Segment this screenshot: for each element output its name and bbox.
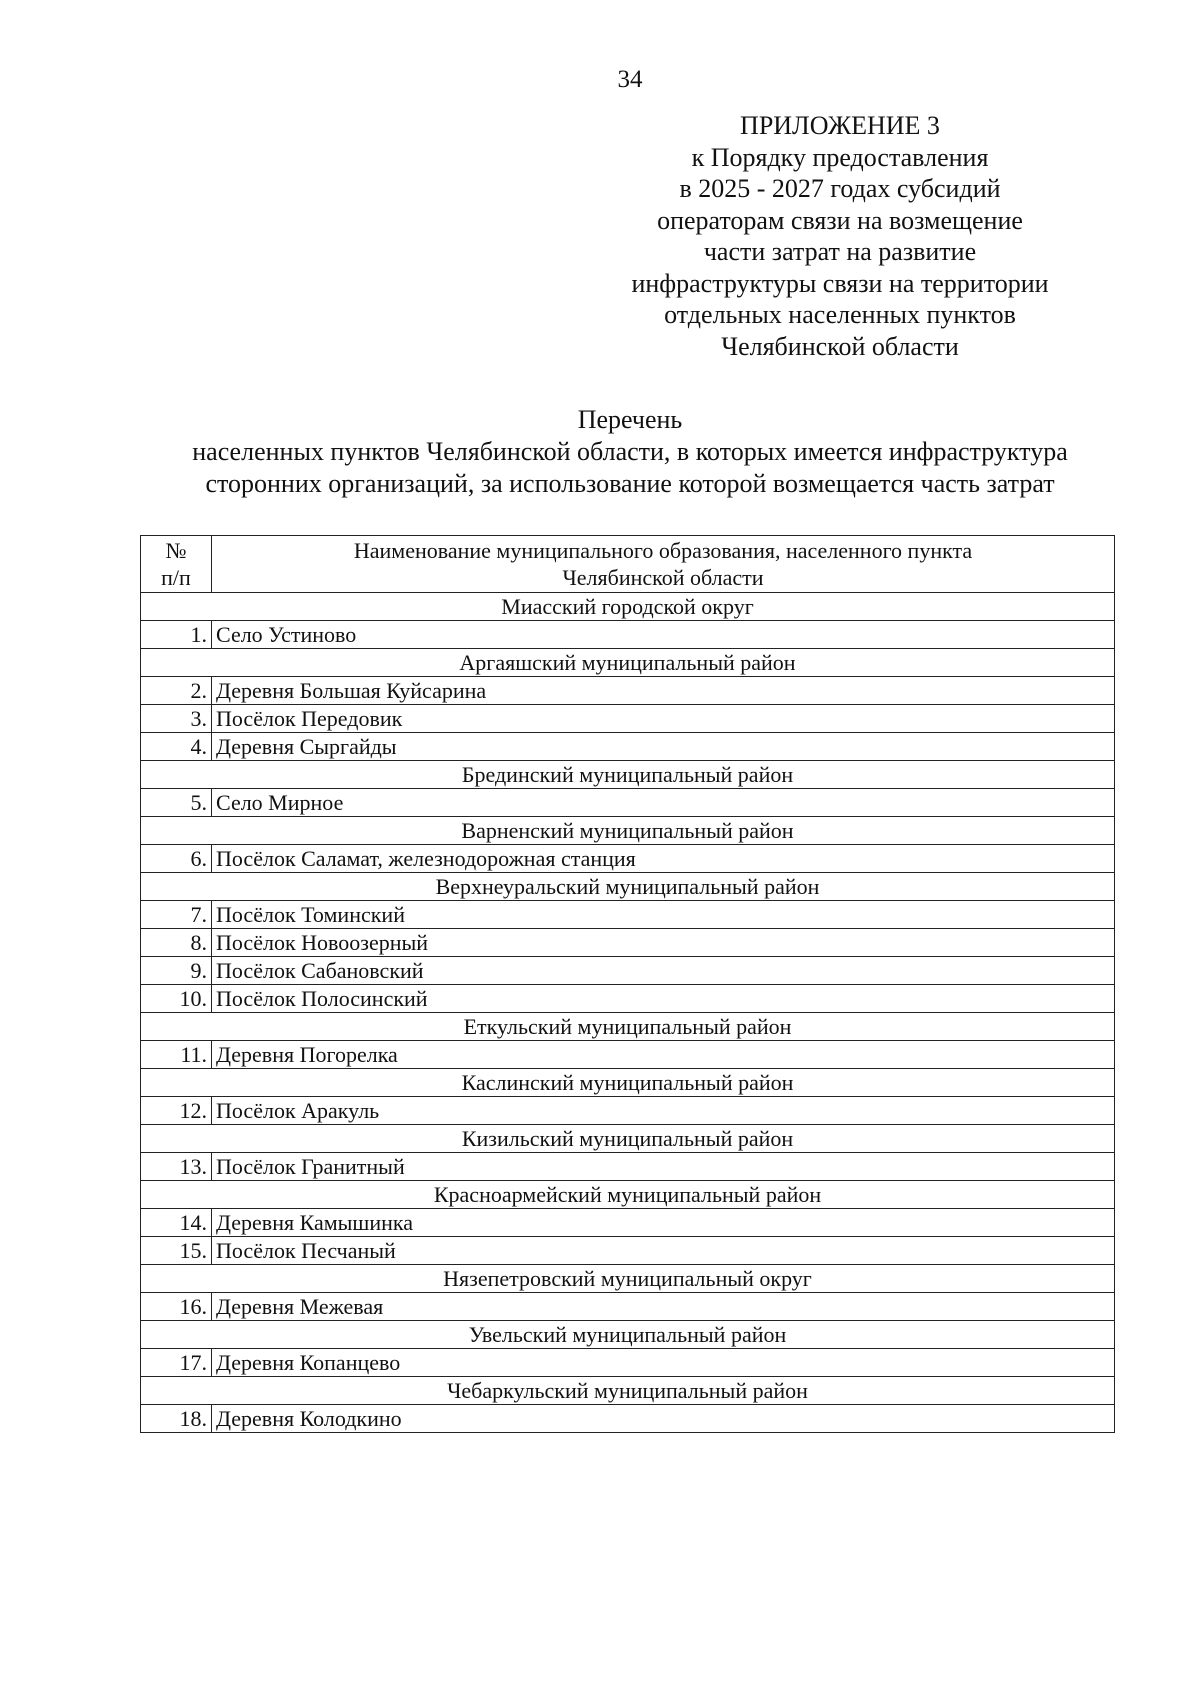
district-row xyxy=(141,1181,1115,1209)
district-row xyxy=(141,873,1115,901)
row-number: 9. xyxy=(141,957,212,985)
district-row xyxy=(141,1125,1115,1153)
row-number: 12. xyxy=(141,1097,212,1125)
row-number: 11. xyxy=(141,1041,212,1069)
header-number-label: п/п xyxy=(161,565,191,590)
table-row xyxy=(141,705,1115,733)
table-row xyxy=(141,1153,1115,1181)
table-row xyxy=(141,845,1115,873)
settlement-name: Посёлок Полосинский xyxy=(212,985,1115,1013)
table-body xyxy=(141,593,1115,1433)
settlement-name: Деревня Колодкино xyxy=(212,1405,1115,1433)
row-number: 16. xyxy=(141,1293,212,1321)
row-number: 8. xyxy=(141,929,212,957)
appendix-line: к Порядку предоставления xyxy=(691,142,989,172)
row-number: 18. xyxy=(141,1405,212,1433)
row-number: 1. xyxy=(141,621,212,649)
appendix-line: операторам связи на возмещение xyxy=(657,205,1023,235)
district-row xyxy=(141,761,1115,789)
page-number: 34 xyxy=(617,66,643,93)
table-row xyxy=(141,1237,1115,1265)
settlement-name: Посёлок Сабановский xyxy=(212,957,1115,985)
district-row xyxy=(141,1069,1115,1097)
district-name: Кизильский муниципальный район xyxy=(141,1125,1115,1153)
row-number: 17. xyxy=(141,1349,212,1377)
appendix-line: отдельных населенных пунктов xyxy=(664,300,1016,329)
settlement-name: Село Устиново xyxy=(212,621,1115,649)
table-row xyxy=(141,789,1115,817)
table-row xyxy=(141,985,1115,1013)
row-number: 14. xyxy=(141,1209,212,1237)
district-row xyxy=(141,649,1115,677)
district-row xyxy=(141,1321,1115,1349)
table-row xyxy=(141,929,1115,957)
district-row xyxy=(141,1013,1115,1041)
header-number-cell xyxy=(141,536,212,593)
header-number-symbol: № xyxy=(165,538,187,563)
settlement-name: Деревня Большая Куйсарина xyxy=(212,677,1115,705)
appendix-line: Челябинской области xyxy=(721,331,959,361)
table-row xyxy=(141,733,1115,761)
settlement-name: Деревня Камышинка xyxy=(212,1209,1115,1237)
settlement-name: Деревня Межевая xyxy=(212,1293,1115,1321)
list-subtitle-line: сторонних организаций, за использование которой возмещается часть затрат xyxy=(205,469,1055,498)
settlement-name: Деревня Копанцево xyxy=(212,1349,1115,1377)
table-row xyxy=(141,1209,1115,1237)
row-number: 13. xyxy=(141,1153,212,1181)
appendix-line: инфраструктуры связи на территории xyxy=(631,268,1049,298)
settlement-name: Посёлок Передовик xyxy=(212,705,1115,733)
list-heading: Перечень xyxy=(577,405,683,434)
district-name: Еткульский муниципальный район xyxy=(141,1013,1115,1041)
district-name: Миасский городской округ xyxy=(141,593,1115,621)
row-number: 10. xyxy=(141,985,212,1013)
row-number: 4. xyxy=(141,733,212,761)
settlement-name: Посёлок Аракуль xyxy=(212,1097,1115,1125)
district-name: Чебаркульский муниципальный район xyxy=(141,1377,1115,1405)
district-name: Нязепетровский муниципальный округ xyxy=(141,1265,1115,1293)
settlement-name: Посёлок Песчаный xyxy=(212,1237,1115,1265)
settlement-name: Деревня Сыргайды xyxy=(212,733,1115,761)
row-number: 5. xyxy=(141,789,212,817)
table-row xyxy=(141,1097,1115,1125)
row-number: 6. xyxy=(141,845,212,873)
settlement-name: Село Мирное xyxy=(212,789,1115,817)
row-number: 15. xyxy=(141,1237,212,1265)
settlements-table xyxy=(140,535,1115,1433)
district-row xyxy=(141,593,1115,621)
table-row xyxy=(141,677,1115,705)
table-row xyxy=(141,1041,1115,1069)
district-name: Красноармейский муниципальный район xyxy=(141,1181,1115,1209)
table-row xyxy=(141,1405,1115,1433)
district-name: Аргаяшский муниципальный район xyxy=(141,649,1115,677)
table-row xyxy=(141,621,1115,649)
table-row xyxy=(141,1349,1115,1377)
appendix-title: ПРИЛОЖЕНИЕ 3 xyxy=(740,111,940,140)
row-number: 2. xyxy=(141,677,212,705)
district-row xyxy=(141,817,1115,845)
appendix-line: в 2025 - 2027 годах субсидий xyxy=(679,174,1001,203)
header-name-cell xyxy=(212,536,1115,593)
district-name: Верхнеуральский муниципальный район xyxy=(141,873,1115,901)
table-row xyxy=(141,1293,1115,1321)
settlement-name: Деревня Погорелка xyxy=(212,1041,1115,1069)
row-number: 7. xyxy=(141,901,212,929)
settlement-name: Посёлок Новоозерный xyxy=(212,929,1115,957)
district-row xyxy=(141,1377,1115,1405)
table-header-row xyxy=(141,536,1115,593)
settlement-name: Посёлок Томинский xyxy=(212,901,1115,929)
settlement-name: Посёлок Саламат, железнодорожная станция xyxy=(212,845,1115,873)
header-name-line1: Наименование муниципального образования, населенного пункта xyxy=(353,538,973,563)
settlement-name: Посёлок Гранитный xyxy=(212,1153,1115,1181)
table-row xyxy=(141,901,1115,929)
appendix-header xyxy=(560,110,1120,362)
table-row xyxy=(141,957,1115,985)
list-title xyxy=(130,404,1130,500)
district-name: Брединский муниципальный район xyxy=(141,761,1115,789)
district-name: Увельский муниципальный район xyxy=(141,1321,1115,1349)
district-name: Варненский муниципальный район xyxy=(141,817,1115,845)
header-name-line2: Челябинской области xyxy=(562,565,764,590)
row-number: 3. xyxy=(141,705,212,733)
district-row xyxy=(141,1265,1115,1293)
list-subtitle-line: населенных пунктов Челябинской области, в которых имеется инфраструктура xyxy=(192,437,1068,466)
appendix-line: части затрат на развитие xyxy=(703,237,977,266)
district-name: Каслинский муниципальный район xyxy=(141,1069,1115,1097)
